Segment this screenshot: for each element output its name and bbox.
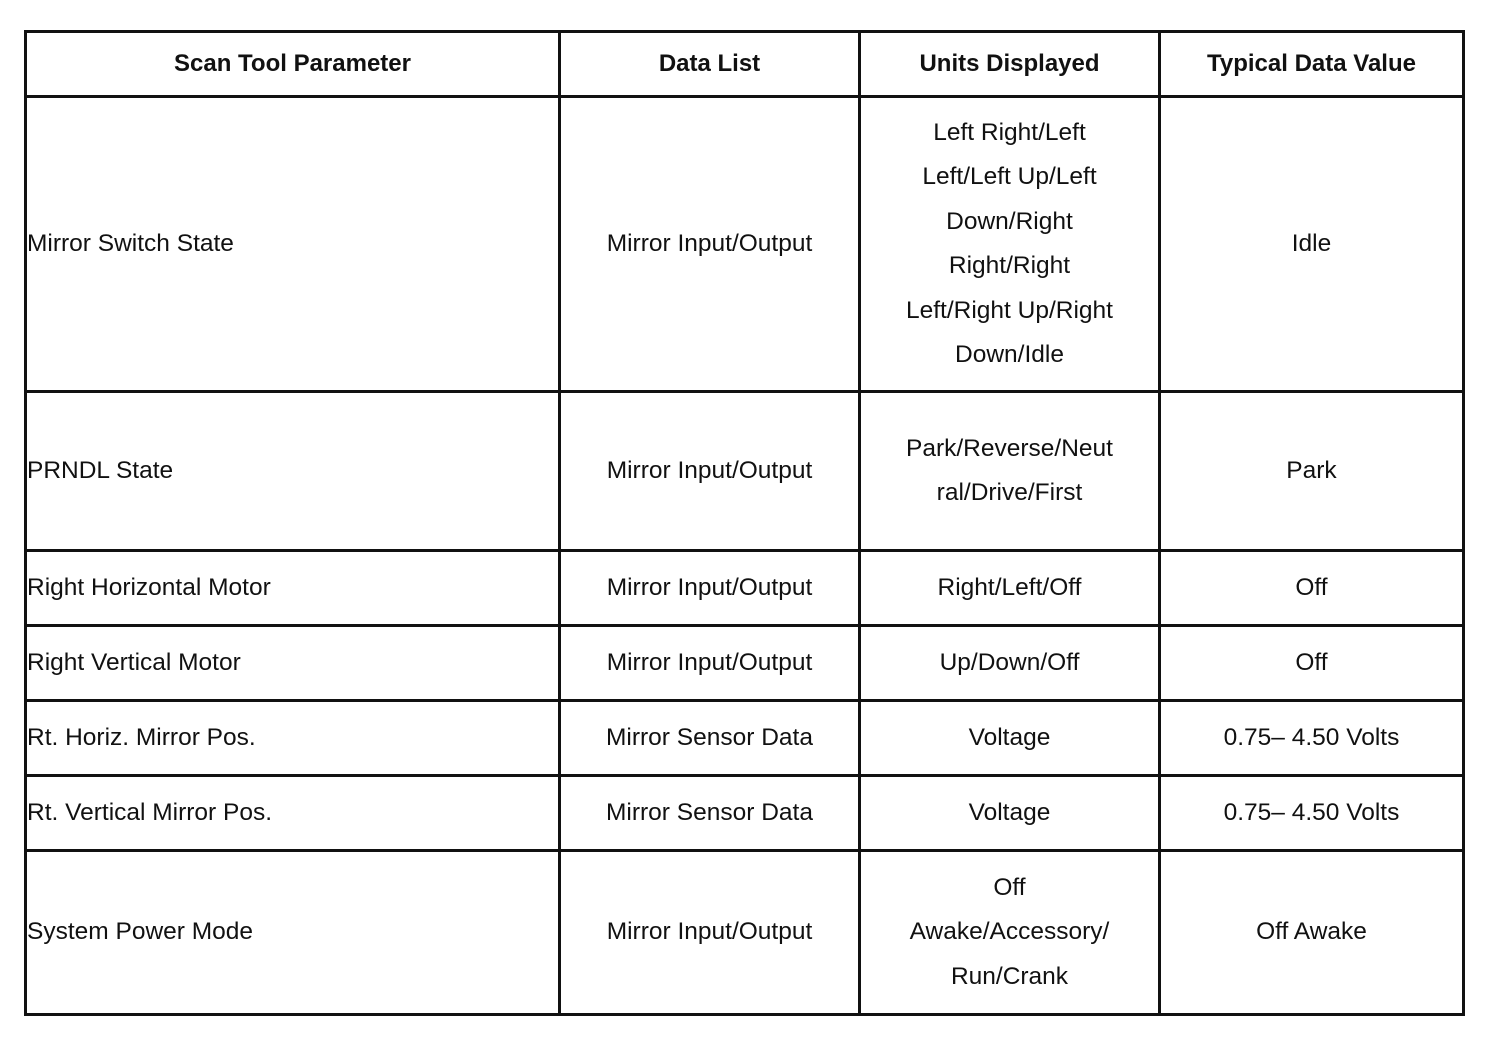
- data-list-cell: Mirror Sensor Data: [560, 701, 860, 776]
- units-cell: [860, 392, 1160, 551]
- typical-value-cell: 0.75– 4.50 Volts: [1160, 776, 1464, 851]
- units-line: Park/Reverse/Neut: [906, 434, 1113, 462]
- units-line: Left/Left Up/Left: [922, 163, 1097, 190]
- header-units-displayed: Units Displayed: [860, 32, 1160, 97]
- units-line: Run/Crank: [950, 962, 1069, 990]
- header-typical-data-value: Typical Data Value: [1160, 32, 1464, 97]
- units-cell: [860, 701, 1160, 776]
- typical-value-cell: Off: [1160, 626, 1464, 701]
- typical-value-cell: Park: [1160, 392, 1464, 551]
- units-line: Voltage: [968, 798, 1051, 826]
- header-data-list: Data List: [560, 32, 860, 97]
- units-cell: [860, 776, 1160, 851]
- typical-value-cell: Off: [1160, 551, 1464, 626]
- data-list-cell: Mirror Input/Output: [560, 851, 860, 1015]
- units-line: Right/Right: [948, 252, 1071, 279]
- parameter-cell: Rt. Horiz. Mirror Pos.: [26, 701, 560, 776]
- units-line: Off: [993, 873, 1026, 901]
- table-row: [26, 551, 1464, 626]
- units-line: Awake/Accessory/: [909, 918, 1110, 946]
- parameter-cell: Right Vertical Motor: [26, 626, 560, 701]
- data-list-cell: Mirror Sensor Data: [560, 776, 860, 851]
- data-list-cell: Mirror Input/Output: [560, 626, 860, 701]
- units-line: Down/Right: [946, 207, 1073, 235]
- units-line: Up/Down/Off: [939, 648, 1080, 676]
- units-cell: [860, 626, 1160, 701]
- table-body: [26, 97, 1464, 1015]
- table-row: [26, 776, 1464, 851]
- header-row: [26, 32, 1464, 97]
- table-row: [26, 392, 1464, 551]
- units-line: Voltage: [968, 723, 1051, 751]
- data-list-cell: Mirror Input/Output: [560, 97, 860, 392]
- typical-value-cell: Off Awake: [1160, 851, 1464, 1015]
- table-header: [26, 32, 1464, 97]
- parameter-cell: Rt. Vertical Mirror Pos.: [26, 776, 560, 851]
- parameter-cell: Right Horizontal Motor: [26, 551, 560, 626]
- parameter-cell: Mirror Switch State: [26, 97, 560, 392]
- parameter-cell: System Power Mode: [26, 851, 560, 1015]
- table-row: [26, 626, 1464, 701]
- parameter-cell: PRNDL State: [26, 392, 560, 551]
- table-row: [26, 97, 1464, 392]
- typical-value-cell: Idle: [1160, 97, 1464, 392]
- units-line: Right/Left/Off: [937, 573, 1082, 601]
- units-cell: [860, 97, 1160, 392]
- header-parameter: Scan Tool Parameter: [26, 32, 560, 97]
- units-cell: [860, 851, 1160, 1015]
- units-line: ral/Drive/First: [936, 479, 1083, 506]
- units-line: Down/Idle: [955, 341, 1064, 368]
- typical-value-cell: 0.75– 4.50 Volts: [1160, 701, 1464, 776]
- data-list-cell: Mirror Input/Output: [560, 551, 860, 626]
- scan-tool-parameter-table: [24, 30, 1465, 1016]
- units-cell: [860, 551, 1160, 626]
- units-line: Left Right/Left: [933, 118, 1086, 146]
- table-row: [26, 701, 1464, 776]
- units-line: Left/Right Up/Right: [906, 296, 1113, 324]
- data-list-cell: Mirror Input/Output: [560, 392, 860, 551]
- table-row: [26, 851, 1464, 1015]
